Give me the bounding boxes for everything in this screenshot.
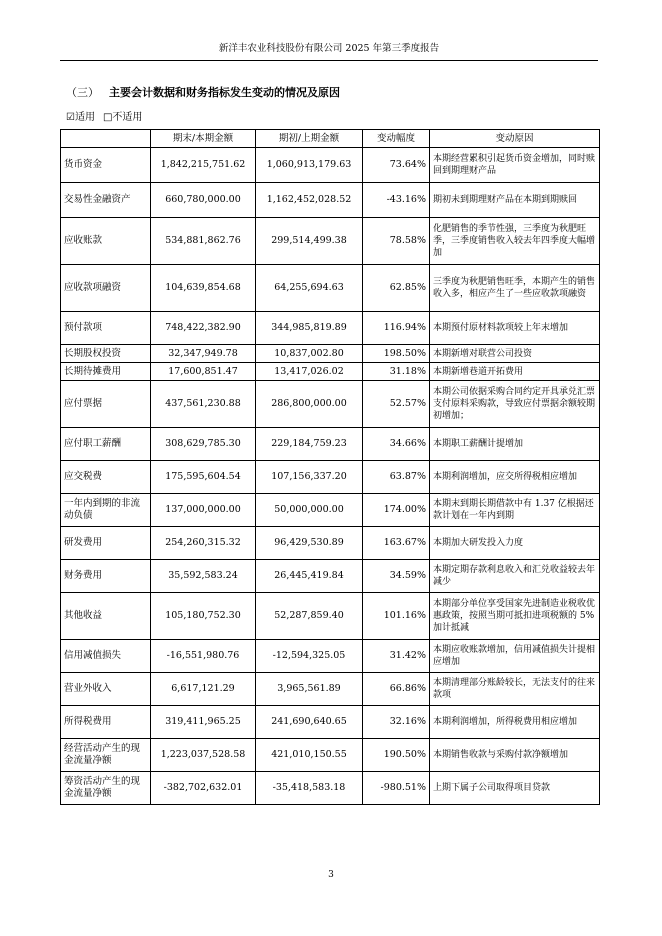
table-row [61, 312, 600, 345]
applicable-checkbox: ☑适用 [66, 112, 95, 123]
financial-changes-table [60, 129, 600, 805]
row-current: 137,000,000.00 [151, 494, 256, 527]
table-row [61, 428, 600, 461]
row-current: 17,600,851.47 [151, 363, 256, 381]
row-reason: 本期销售收款与采购付款净额增加 [430, 739, 600, 772]
row-prior: 10,837,002.80 [256, 345, 363, 363]
row-current: 748,422,382.90 [151, 312, 256, 345]
table-row [61, 461, 600, 494]
table-row [61, 593, 600, 640]
header-reason: 变动原因 [430, 130, 600, 148]
row-change: 31.42% [363, 640, 430, 673]
row-prior: 344,985,819.89 [256, 312, 363, 345]
row-change: 34.66% [363, 428, 430, 461]
row-item: 营业外收入 [61, 673, 151, 706]
row-reason: 本期部分单位享受国家先进制造业税收优惠政策，按照当期可抵扣进项税额的 5%加计抵减 [430, 593, 600, 640]
row-change: 63.87% [363, 461, 430, 494]
row-change: 31.18% [363, 363, 430, 381]
row-prior: 13,417,026.02 [256, 363, 363, 381]
row-change: 190.50% [363, 739, 430, 772]
row-prior: -12,594,325.05 [256, 640, 363, 673]
row-reason: 本期公司依据采购合同约定开具承兑汇票支付原料采购款，导致应付票据余额较期初增加； [430, 381, 600, 428]
applicability-options [66, 111, 150, 124]
row-prior: -35,418,583.18 [256, 772, 363, 805]
row-item: 预付款项 [61, 312, 151, 345]
row-reason: 本期预付原材料款项较上年末增加 [430, 312, 600, 345]
section-title [66, 86, 340, 100]
row-reason: 本期新增巷道开拓费用 [430, 363, 600, 381]
row-current: 437,561,230.88 [151, 381, 256, 428]
row-prior: 96,429,530.89 [256, 527, 363, 560]
table-row [61, 560, 600, 593]
row-current: 6,617,121.29 [151, 673, 256, 706]
row-current: 534,881,862.76 [151, 218, 256, 265]
header-prior: 期初/上期金额 [256, 130, 363, 148]
row-prior: 1,162,452,028.52 [256, 183, 363, 218]
table-row [61, 218, 600, 265]
header-current: 期末/本期金额 [151, 130, 256, 148]
row-item: 货币资金 [61, 148, 151, 183]
row-change: 66.86% [363, 673, 430, 706]
row-change: 174.00% [363, 494, 430, 527]
row-current: 660,780,000.00 [151, 183, 256, 218]
row-item: 筹资活动产生的现金流量净额 [61, 772, 151, 805]
table-row [61, 739, 600, 772]
row-reason: 本期新增对联营公司投资 [430, 345, 600, 363]
row-change: 34.59% [363, 560, 430, 593]
row-item: 所得税费用 [61, 706, 151, 739]
table-row [61, 706, 600, 739]
row-item: 长期股权投资 [61, 345, 151, 363]
row-current: 254,260,315.32 [151, 527, 256, 560]
row-change: -980.51% [363, 772, 430, 805]
row-prior: 421,010,150.55 [256, 739, 363, 772]
table-row [61, 640, 600, 673]
table-row [61, 363, 600, 381]
row-prior: 286,800,000.00 [256, 381, 363, 428]
row-current: 32,347,949.78 [151, 345, 256, 363]
row-item: 经营活动产生的现金流量净额 [61, 739, 151, 772]
table-row [61, 772, 600, 805]
section-number: （三） [66, 86, 99, 99]
row-current: -382,702,632.01 [151, 772, 256, 805]
row-current: 1,842,215,751.62 [151, 148, 256, 183]
row-reason: 本期清理部分账龄较长，无法支付的往来款项 [430, 673, 600, 706]
row-reason: 本期经营累积引起货币资金增加，同时赎回到期理财产品 [430, 148, 600, 183]
row-change: -43.16% [363, 183, 430, 218]
row-current: 319,411,965.25 [151, 706, 256, 739]
page-number: 3 [328, 870, 334, 880]
table-row [61, 265, 600, 312]
row-item: 研发费用 [61, 527, 151, 560]
row-current: 308,629,785.30 [151, 428, 256, 461]
row-current: 104,639,854.68 [151, 265, 256, 312]
row-change: 116.94% [363, 312, 430, 345]
row-reason: 本期定期存款利息收入和汇兑收益较去年减少 [430, 560, 600, 593]
row-change: 52.57% [363, 381, 430, 428]
row-item: 应付职工薪酬 [61, 428, 151, 461]
row-change: 198.50% [363, 345, 430, 363]
row-item: 应付票据 [61, 381, 151, 428]
table-header-row [61, 130, 600, 148]
row-change: 73.64% [363, 148, 430, 183]
section-heading: 主要会计数据和财务指标发生变动的情况及原因 [109, 86, 340, 99]
row-change: 62.85% [363, 265, 430, 312]
row-prior: 1,060,913,179.63 [256, 148, 363, 183]
row-current: 105,180,752.30 [151, 593, 256, 640]
row-item: 应收账款 [61, 218, 151, 265]
row-prior: 107,156,337.20 [256, 461, 363, 494]
page-header: 新洋丰农业科技股份有限公司 2025 年第三季度报告 [218, 43, 440, 54]
table-row [61, 527, 600, 560]
row-prior: 3,965,561.89 [256, 673, 363, 706]
table-row [61, 494, 600, 527]
table-row [61, 148, 600, 183]
row-prior: 52,287,859.40 [256, 593, 363, 640]
row-item: 应交税费 [61, 461, 151, 494]
row-item: 长期待摊费用 [61, 363, 151, 381]
row-change: 163.67% [363, 527, 430, 560]
row-current: 35,592,583.24 [151, 560, 256, 593]
row-reason: 本期职工薪酬计提增加 [430, 428, 600, 461]
header-rule [60, 60, 598, 61]
row-item: 应收款项融资 [61, 265, 151, 312]
row-prior: 299,514,499.38 [256, 218, 363, 265]
row-current: -16,551,980.76 [151, 640, 256, 673]
row-reason: 本期加大研发投入力度 [430, 527, 600, 560]
header-item [61, 130, 151, 148]
header-change: 变动幅度 [363, 130, 430, 148]
row-prior: 241,690,640.65 [256, 706, 363, 739]
row-prior: 229,184,759.23 [256, 428, 363, 461]
row-change: 32.16% [363, 706, 430, 739]
row-prior: 26,445,419.84 [256, 560, 363, 593]
row-reason: 本期利润增加，所得税费用相应增加 [430, 706, 600, 739]
table-row [61, 183, 600, 218]
row-item: 交易性金融资产 [61, 183, 151, 218]
row-reason: 化肥销售的季节性强，三季度为秋肥旺季，三季度销售收入较去年四季度大幅增加 [430, 218, 600, 265]
row-reason: 三季度为秋肥销售旺季，本期产生的销售收入多，相应产生了一些应收款项融资 [430, 265, 600, 312]
table-row [61, 345, 600, 363]
row-prior: 50,000,000.00 [256, 494, 363, 527]
table-row [61, 381, 600, 428]
row-reason: 上期下属子公司取得项目贷款 [430, 772, 600, 805]
row-change: 101.16% [363, 593, 430, 640]
row-reason: 本期利润增加，应交所得税相应增加 [430, 461, 600, 494]
row-prior: 64,255,694.63 [256, 265, 363, 312]
row-item: 其他收益 [61, 593, 151, 640]
not-applicable-checkbox: □不适用 [102, 112, 143, 123]
row-item: 财务费用 [61, 560, 151, 593]
table-row [61, 673, 600, 706]
row-reason: 本期末到期长期借款中有 1.37 亿根据还款计划在一年内到期 [430, 494, 600, 527]
row-reason: 本期应收账款增加，信用减值损失计提相应增加 [430, 640, 600, 673]
row-change: 78.58% [363, 218, 430, 265]
row-current: 1,223,037,528.58 [151, 739, 256, 772]
row-reason: 期初未到期理财产品在本期到期赎回 [430, 183, 600, 218]
row-current: 175,595,604.54 [151, 461, 256, 494]
row-item: 一年内到期的非流动负债 [61, 494, 151, 527]
row-item: 信用减值损失 [61, 640, 151, 673]
